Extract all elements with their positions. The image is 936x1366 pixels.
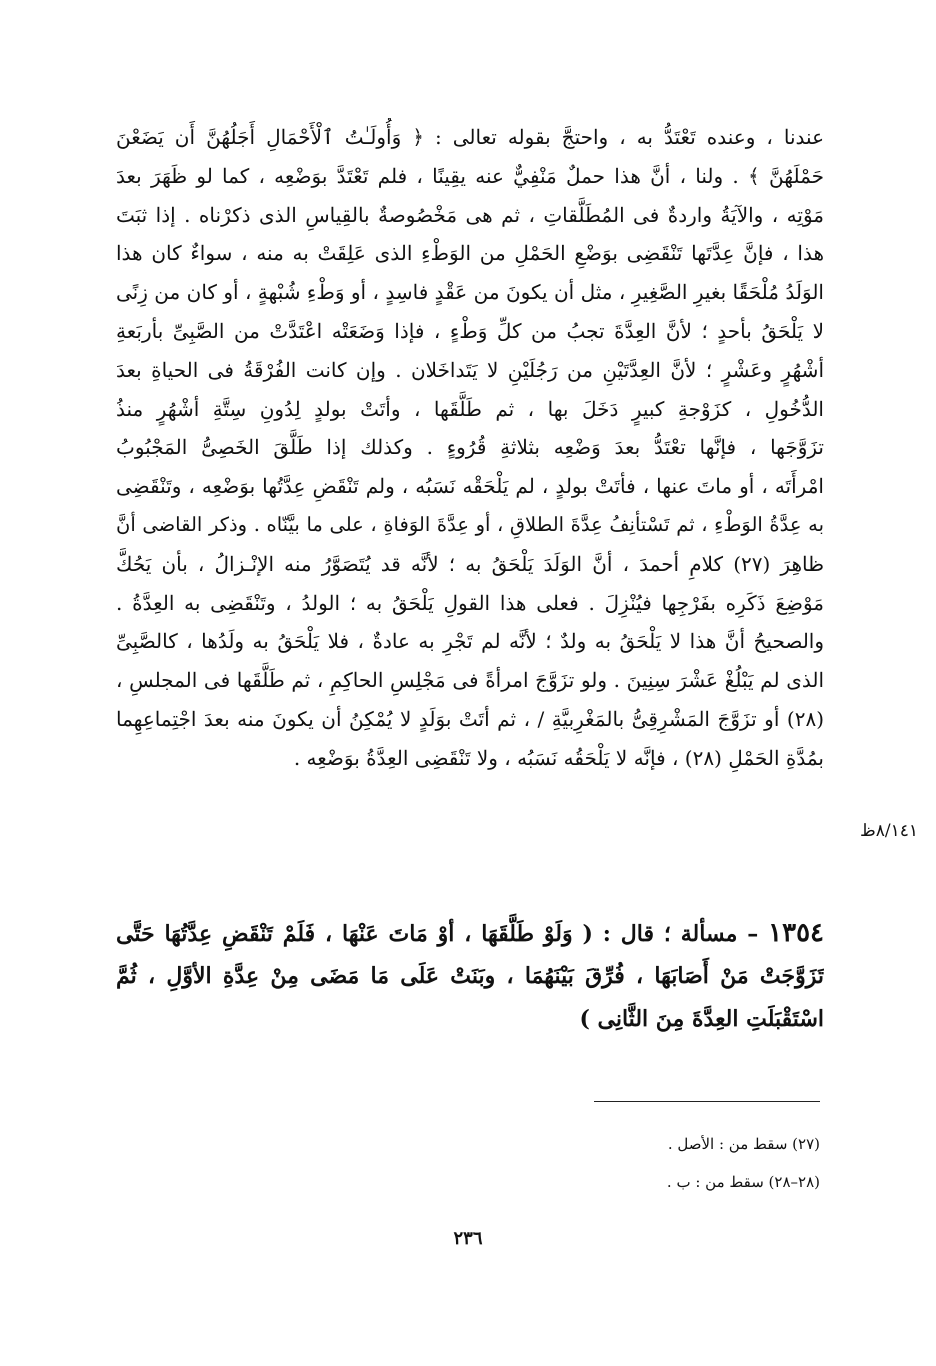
footnote: (٢٨–٢٨) سقط من : ب . [666, 1173, 820, 1191]
footnote-divider [594, 1101, 820, 1102]
text-line: والصحيحُ أنَّ هذا لا يَلْحَقُ به ولدٌ ؛ لأنَّه لم تَجْرِ به عادةٌ ، فلا يَلْحَقُ به ولَدُها ، كالصَّبِىِّ [116, 629, 824, 654]
text-line: مَوْتِه ، والآيَةُ واردةٌ فى المُطَلَّقاتِ ، ثم هى مَخْصُوصةٌ بالقِياسِ الذى ذكرْناه . إذا ثبَتَ [116, 202, 824, 227]
issue-line: تَزَوَّجَتْ مَنْ أَصَابَهَا ، فُرِّقَ بَيْنَهُمَا ، وبَنَتْ عَلَى مَا مَضَى مِنْ عِدَّةِ الأوَّلِ ، ثُمَّ [116, 963, 824, 989]
text-line: هذا ، فإنَّ عِدَّتَها تَنْقَضِى بوَضْعِ الحَمْلِ من الوَطْءِ الذى عَلِقَتْ به منه ، سواءٌ كان هذا [116, 241, 824, 266]
text-line: الذى لم يَبْلُغْ عَشْرَ سِنِينَ . ولو تزَوَّجَ امرأةً فى مَجْلِسِ الحاكِمِ ، ثم طَلَّقَها فى المجلسِ ، [116, 668, 824, 693]
page-number: ٢٣٦ [453, 1228, 483, 1249]
text-line: بمُدَّةِ الحَمْلِ (٢٨) ، فإنَّه لا يَلْحَقُه نَسَبُه ، ولا تَنْقَضِى العِدَّةُ بوَضْعِه . [293, 745, 824, 770]
text-line: (٢٨) أو تزَوَّجَ المَشْرِقِىُّ بالمَغْرِبيَّةِ / ، ثم أتَتْ بوَلَدٍ لا يُمْكِنُ أن يكونَ منه بعدَ اجْتِماعِهِما [116, 706, 824, 731]
text-line: ظاهِرَ (٢٧) كلامِ أحمدَ ، أنَّ الوَلَدَ يَلْحَقُ به ؛ لأنَّه قد يُتَصَوَّرُ منه الإنْـزالُ ، بأن يَحُكَّ [116, 551, 824, 576]
footnote: (٢٧) سقط من : الأصل . [667, 1135, 820, 1153]
text-line: به عِدَّةُ الوَطْءِ ، ثم تَسْتأنِفُ عِدَّةَ الطلاقِ ، أو عِدَّةَ الوَفاةِ ، على ما بيَّنّاه . وذكر القاضى أنَّ [116, 512, 824, 536]
text-line: الدُّخُولِ ، كزَوْجةِ كبيرٍ دَخَلَ بها ، ثم طَلَّقَها ، وأتَتْ بولدٍ لِدُونِ سِتَّةِ أشْهُرٍ منذُ [116, 396, 824, 421]
text-line: تزَوَّجَها ، فإنَّها تعْتَدُّ بعدَ وَضْعِه بثلاثةِ قُرُوءٍ . وكذلك إذا طَلَّقَ الخَصِىُّ المَجْبُوبُ [116, 435, 824, 460]
text-line: الوَلَدُ مُلْحَقًا بغيرِ الصَّغِيرِ ، مثل أن يكونَ من عَقْدٍ فاسِدٍ ، أو وَطْءِ شُبْهةٍ ، أو كان من زِنًى [116, 280, 824, 305]
issue-number: ١٣٥٤ [768, 918, 824, 948]
body-text [116, 118, 824, 778]
text-line: مَوْضِعَ ذَكَرِه بفَرْجِها فيُنْزِلَ . فعلى هذا القولِ يَلْحَقُ به ؛ الولدُ ، وتَنْقَضِى به العِدَّةُ . [116, 590, 824, 615]
footnotes [420, 1125, 820, 1201]
text-line: أشْهُرٍ وعَشْرٍ ؛ لأنَّ العِدَّتَيْنِ من رَجُلَيْنِ لا يَتَداخَلان . وإن كانت الفُرْقَةُ فى الحياةِ بعدَ [116, 357, 824, 382]
issue-text: – مسألة ؛ قال : ( وَلَوْ طَلَّقَهَا ، أوْ مَاتَ عَنْهَا ، فَلَمْ تَنْقَضِ عِدَّتُهَا حَتَّى [116, 921, 769, 947]
issue-line: اسْتَقْبَلَتِ العِدَّةَ مِنَ الثَّانِى ) [579, 1006, 824, 1032]
text-line: امْرأَتَه ، أو ماتَ عنها ، فأتَتْ بولدٍ ، لم يَلْحَقْه نَسَبُه ، ولم تَنْقَضِ عِدَّتُها بوَضْعِه ، وتَنْقَضِى [116, 474, 824, 499]
text-line: عندنا ، وعنده تَعْتَدُّ به ، واحتجَّ بقوله تعالى : ﴿ وَأُولَـٰتُ ٱلْأَحْمَالِ أَجَلُهُنَّ أَن يَضَعْنَ [116, 125, 824, 149]
text-line: لا يَلْحَقُ بأحدٍ ؛ لأنَّ العِدَّةَ تجبُ من كلِّ وَطْءٍ ، فإذا وَضَعَتْه اعْتَدَّتْ من الصَّبِىِّ بأربَعةِ [116, 318, 824, 343]
issue-heading-line [116, 912, 824, 955]
margin-manuscript-reference: ٨/١٤١ظ [860, 821, 918, 841]
text-line: حَمْلَهُنَّ ﴾ . ولنا ، أنَّ هذا حملٌ مَنْفِيٌّ عنه يقِينًا ، فلم تَعْتَدَّ بوَضْعِه ، كما لو ظَهَرَ بعدَ [116, 163, 824, 188]
issue-section [116, 912, 824, 1041]
